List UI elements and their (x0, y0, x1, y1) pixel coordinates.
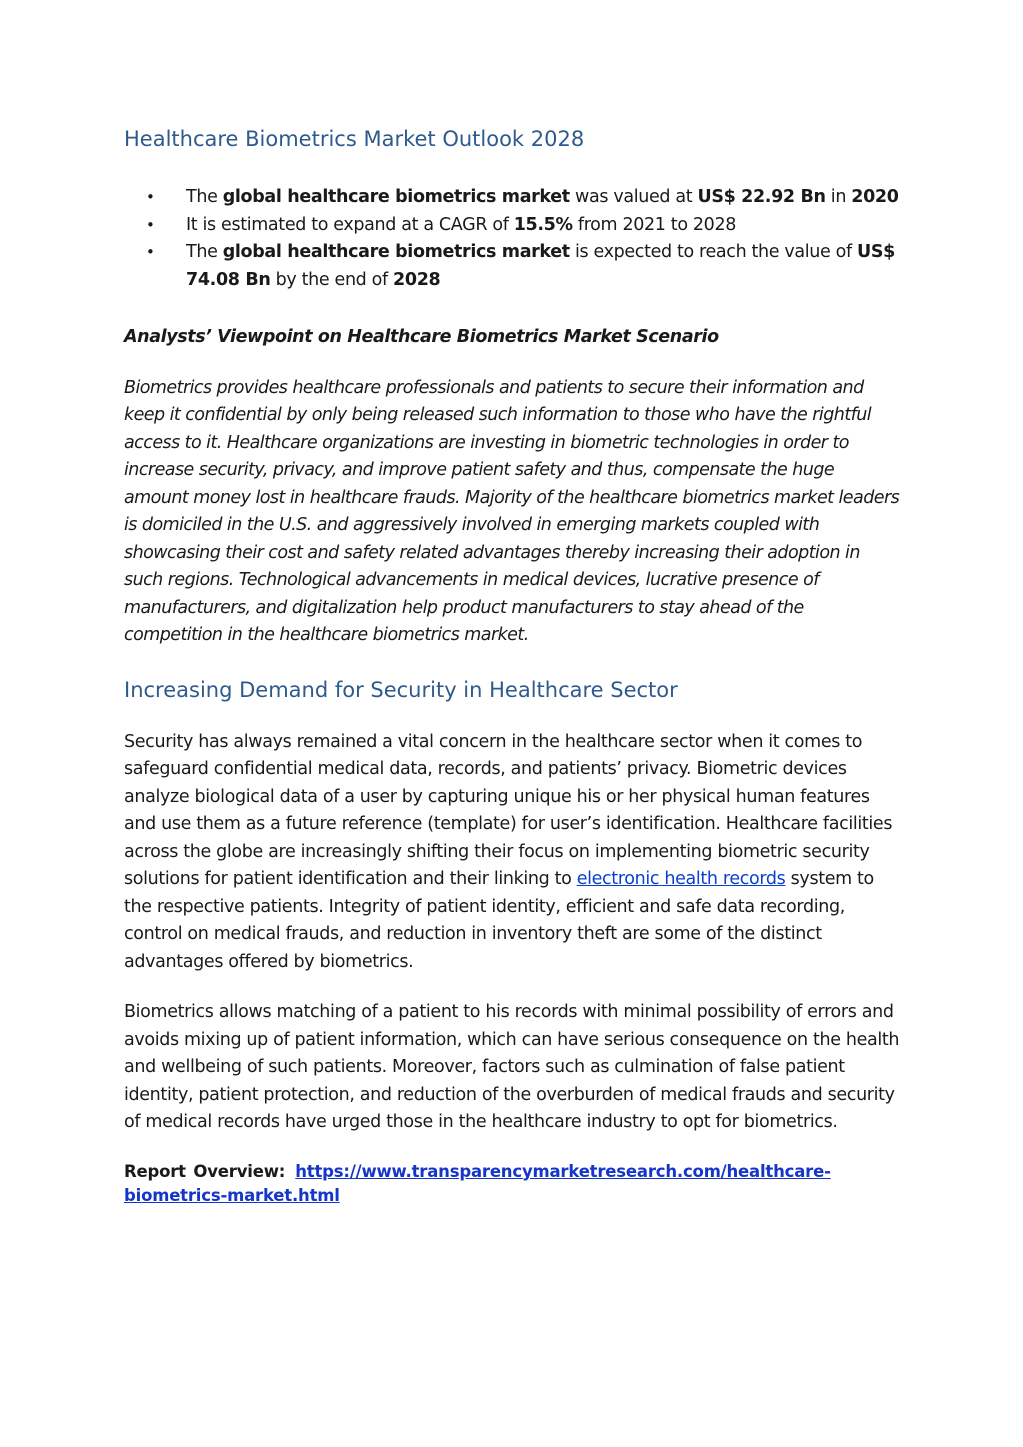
analyst-viewpoint-heading: Analysts’ Viewpoint on Healthcare Biometrics Market Scenario (124, 327, 719, 347)
bullet-bold: US$ 22.92 Bn (697, 187, 826, 207)
bullet-bold: US$ 74.08 Bn (186, 242, 895, 290)
list-item (186, 239, 902, 294)
bullet-bold: global healthcare biometrics market (222, 187, 570, 207)
bullet-text: from 2021 to 2028 (572, 214, 737, 235)
bullet-text: was valued at (569, 187, 698, 207)
bullet-text: The (186, 242, 223, 262)
list-item (186, 212, 902, 240)
bullet-bold: 15.5% (513, 214, 573, 235)
list-item (186, 184, 902, 212)
bullet-text: It is estimated to expand at a CAGR of (186, 214, 514, 235)
analyst-viewpoint-paragraph: Biometrics provides healthcare professionals and patients to secure their information and keep it confidential by only being released such information to those who have the rightful access to it. Healthcare organizations are investing in biometric technologies in order to increase security, privacy, and improve patient safety and thus, compensate the huge amount money lost in healthcare frauds. Majority of the healthcare biometrics market leaders is domiciled in the U.S. and aggressively involved in emerging markets coupled with showcasing their cost and safety related advantages thereby increasing their adoption in such regions. Technological advancements in medical devices, lucrative presence of manufacturers, and digitalization help product manufacturers to stay ahead of the competition in the healthcare biometrics market. (124, 377, 900, 645)
bullet-text: is expected to reach the value of (569, 242, 858, 262)
electronic-health-records-link[interactable]: electronic health records (576, 869, 786, 889)
report-overview-link[interactable]: https://www.transparencymarketresearch.com/healthcare-biometrics-market.html (124, 1161, 831, 1205)
paragraph-text: system to the respective patients. Integrity of patient identity, efficient and safe data recording, control on medical frauds, and reduction in inventory theft are some of the distinct advantages offered by biometrics. (124, 869, 874, 972)
bullet-bold: global healthcare biometrics market (222, 242, 570, 262)
security-paragraph (124, 729, 902, 977)
page-title: Healthcare Biometrics Market Outlook 2028 (124, 127, 585, 151)
matching-paragraph: Biometrics allows matching of a patient to his records with minimal possibility of errors and avoids mixing up of patient information, which can have serious consequence on the health and wellbeing of such patients. Moreover, factors such as culmination of false patient identity, patient protection, and reduction of the overburden of medical frauds and security of medical records have urged those in the healthcare industry to opt for biometrics. (124, 1002, 900, 1132)
bullet-bold: 2020 (851, 187, 899, 207)
report-overview-label: Report Overview: (124, 1161, 286, 1181)
paragraph-text: Security has always remained a vital concern in the healthcare sector when it comes to safeguard confidential medical data, records, and patients’ privacy. Biometric devices analyze biological data of a user by capturing unique his or her physical human features and use them as a future reference (template) for user’s identification. Healthcare facilities across the globe are increasingly shifting their focus on implementing biometric security solutions for patient identification and their linking to (124, 731, 893, 889)
section-heading: Increasing Demand for Security in Healthcare Sector (124, 677, 678, 702)
bullet-text: by the end of (270, 269, 394, 290)
bullet-bold: 2028 (393, 269, 441, 290)
document-content (124, 124, 902, 1208)
key-facts-list (124, 184, 902, 294)
bullet-text: The (186, 187, 223, 207)
report-overview (124, 1160, 902, 1208)
bullet-text: in (825, 187, 852, 207)
